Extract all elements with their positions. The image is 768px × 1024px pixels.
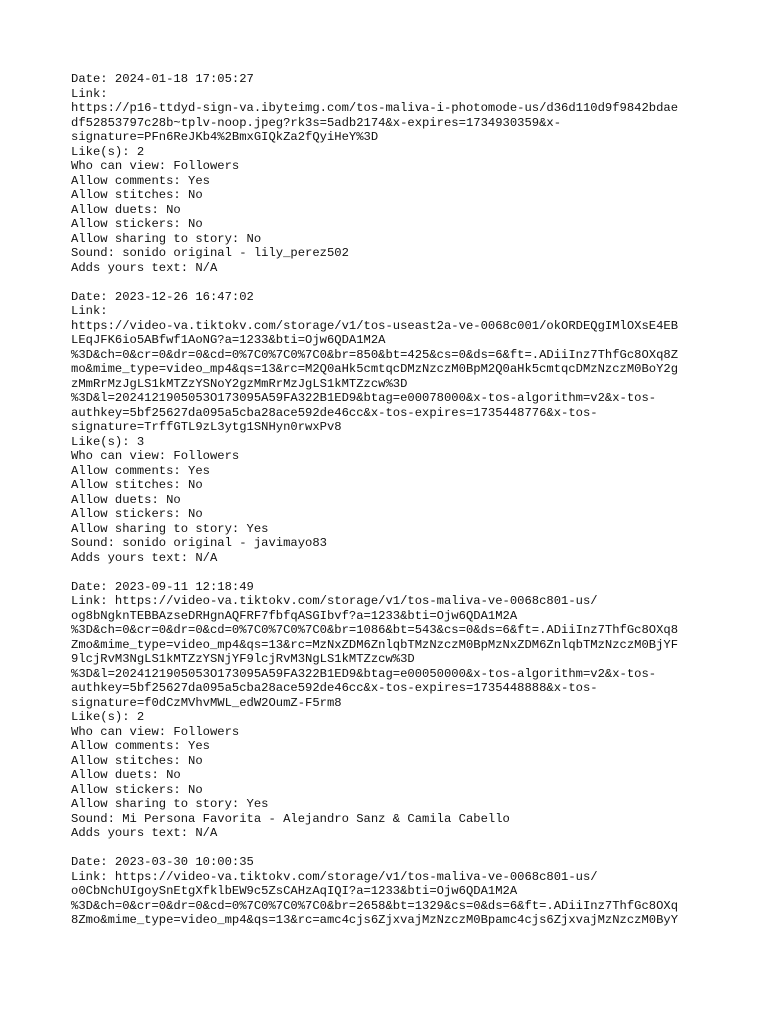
record-link-url[interactable]: 9lcjRvM3NgLS1kMTZzYSNjYF9lcjRvM3NgLS1kMTZzcw%3D bbox=[71, 652, 415, 666]
record-4 bbox=[71, 855, 768, 928]
record-link-url[interactable]: LEqJFK6io5ABfwf1AoNG?a=1233&bti=Ojw6QDA1M2A bbox=[71, 333, 386, 347]
record-sound: Sound: sonido original - lily_perez502 bbox=[71, 246, 349, 260]
record-1 bbox=[71, 72, 768, 275]
record-link-url[interactable]: Zmo&mime_type=video_mp4&qs=13&rc=MzNxZDM6ZnlqbTMzNzczM0BpMzNxZDM6ZnlqbTMzNzczM0BjYF bbox=[71, 637, 679, 652]
record-link-url[interactable]: signature=TrffGTL9zL3ytg1SNHyn0rwxPv8 bbox=[71, 420, 342, 434]
record-adds-yours: Adds yours text: N/A bbox=[71, 260, 218, 275]
record-link-url[interactable]: https://p16-ttdyd-sign-va.ibyteimg.com/tos-maliva-i-photomode-us/d36d110d9f9842bdae bbox=[71, 101, 679, 115]
record-link-url[interactable]: Link: https://video-va.tiktokv.com/storage/v1/tos-maliva-ve-0068c801-us/ bbox=[71, 869, 598, 884]
record-who-can-view: Who can view: Followers bbox=[71, 159, 240, 173]
record-3 bbox=[71, 580, 768, 841]
record-allow-sharing: Allow sharing to story: No bbox=[71, 231, 262, 246]
record-allow-stitches: Allow stitches: No bbox=[71, 753, 203, 768]
record-link-url[interactable]: mo&mime_type=video_mp4&qs=13&rc=M2Q0aHk5cmtqcDMzNzczM0BpM2Q0aHk5cmtqcDMzNzczM0BoY2g bbox=[71, 362, 679, 376]
record-link-url[interactable]: %3D&l=2024121905053O173095A59FA322B1ED9&btag=e00050000&x-tos-algorithm=v2&x-tos- bbox=[71, 666, 657, 681]
record-link-label: Link: bbox=[71, 304, 108, 318]
record-date: Date: 2023-09-11 12:18:49 bbox=[71, 579, 254, 594]
record-link-url[interactable]: signature=f0dCzMVhvMWL_edW2OumZ-F5rm8 bbox=[71, 695, 342, 710]
record-link-url[interactable]: %3D&ch=0&cr=0&dr=0&cd=0%7C0%7C0%7C0&br=1086&bt=543&cs=0&ds=6&ft=.ADiiInz7ThfGc8OXq8 bbox=[71, 623, 679, 637]
record-link-url[interactable]: 8Zmo&mime_type=video_mp4&qs=13&rc=amc4cjs6ZjxvajMzNzczM0Bpamc4cjs6ZjxvajMzNzczM0ByY bbox=[71, 913, 679, 927]
record-link-url[interactable]: og8bNgknTEBBAzseDRHgnAQFRF7fbfqASGIbvf?a=1233&bti=Ojw6QDA1M2A bbox=[71, 608, 518, 623]
record-allow-sharing: Allow sharing to story: Yes bbox=[71, 521, 269, 536]
record-allow-stickers: Allow stickers: No bbox=[71, 782, 203, 797]
record-likes: Like(s): 2 bbox=[71, 710, 145, 724]
record-allow-stitches: Allow stitches: No bbox=[71, 478, 203, 492]
record-link-url[interactable]: authkey=5bf25627da095a5cba28ace592de46cc&x-tos-expires=1735448888&x-tos- bbox=[71, 681, 598, 695]
record-allow-comments: Allow comments: Yes bbox=[71, 173, 210, 188]
record-allow-duets: Allow duets: No bbox=[71, 202, 181, 217]
record-likes: Like(s): 3 bbox=[71, 434, 145, 449]
record-link-url[interactable]: authkey=5bf25627da095a5cba28ace592de46cc&x-tos-expires=1735448776&x-tos- bbox=[71, 405, 598, 420]
record-link-url[interactable]: %3D&ch=0&cr=0&dr=0&cd=0%7C0%7C0%7C0&br=850&bt=425&cs=0&ds=6&ft=.ADiiInz7ThfGc8OXq8Z bbox=[71, 347, 679, 362]
record-link-url[interactable]: o0CbNchUIgoySnEtgXfklbEW9c5ZsCAHzAqIQI?a=1233&bti=Ojw6QDA1M2A bbox=[71, 884, 518, 898]
record-allow-duets: Allow duets: No bbox=[71, 768, 181, 782]
record-link-url[interactable]: %3D&l=2024121905053O173095A59FA322B1ED9&btag=e00078000&x-tos-algorithm=v2&x-tos- bbox=[71, 391, 657, 405]
record-link-url[interactable]: %3D&ch=0&cr=0&dr=0&cd=0%7C0%7C0%7C0&br=2658&bt=1329&cs=0&ds=6&ft=.ADiiInz7ThfGc8OXq bbox=[71, 898, 679, 913]
record-allow-comments: Allow comments: Yes bbox=[71, 463, 210, 478]
record-date: Date: 2023-12-26 16:47:02 bbox=[71, 289, 254, 304]
record-sound: Sound: sonido original - javimayo83 bbox=[71, 536, 327, 550]
record-adds-yours: Adds yours text: N/A bbox=[71, 550, 218, 565]
record-link-url[interactable]: signature=PFn6ReJKb4%2BmxGIQkZa2fQyiHeY%3D bbox=[71, 130, 379, 144]
record-allow-sharing: Allow sharing to story: Yes bbox=[71, 797, 269, 811]
record-allow-comments: Allow comments: Yes bbox=[71, 739, 210, 753]
record-adds-yours: Adds yours text: N/A bbox=[71, 826, 218, 840]
record-link-url[interactable]: https://video-va.tiktokv.com/storage/v1/tos-useast2a-ve-0068c001/okORDEQgIMlOXsE4EB bbox=[71, 318, 679, 333]
record-who-can-view: Who can view: Followers bbox=[71, 449, 240, 463]
record-allow-stickers: Allow stickers: No bbox=[71, 217, 203, 231]
record-likes: Like(s): 2 bbox=[71, 144, 145, 159]
record-link-url[interactable]: zMmRrMzJgLS1kMTZzYSNoY2gzMmRrMzJgLS1kMTZzcw%3D bbox=[71, 376, 408, 391]
record-sound: Sound: Mi Persona Favorita - Alejandro Sanz & Camila Cabello bbox=[71, 811, 510, 826]
record-link-url[interactable]: df52853797c28b~tplv-noop.jpeg?rk3s=5adb2174&x-expires=1734930359&x- bbox=[71, 115, 562, 130]
record-link-url[interactable]: Link: https://video-va.tiktokv.com/storage/v1/tos-maliva-ve-0068c801-us/ bbox=[71, 594, 598, 608]
record-who-can-view: Who can view: Followers bbox=[71, 724, 240, 739]
record-date: Date: 2023-03-30 10:00:35 bbox=[71, 855, 254, 869]
record-date: Date: 2024-01-18 17:05:27 bbox=[71, 72, 254, 86]
record-allow-duets: Allow duets: No bbox=[71, 492, 181, 507]
record-allow-stickers: Allow stickers: No bbox=[71, 507, 203, 521]
record-2 bbox=[71, 290, 768, 566]
record-link-label: Link: bbox=[71, 86, 108, 101]
record-allow-stitches: Allow stitches: No bbox=[71, 188, 203, 202]
